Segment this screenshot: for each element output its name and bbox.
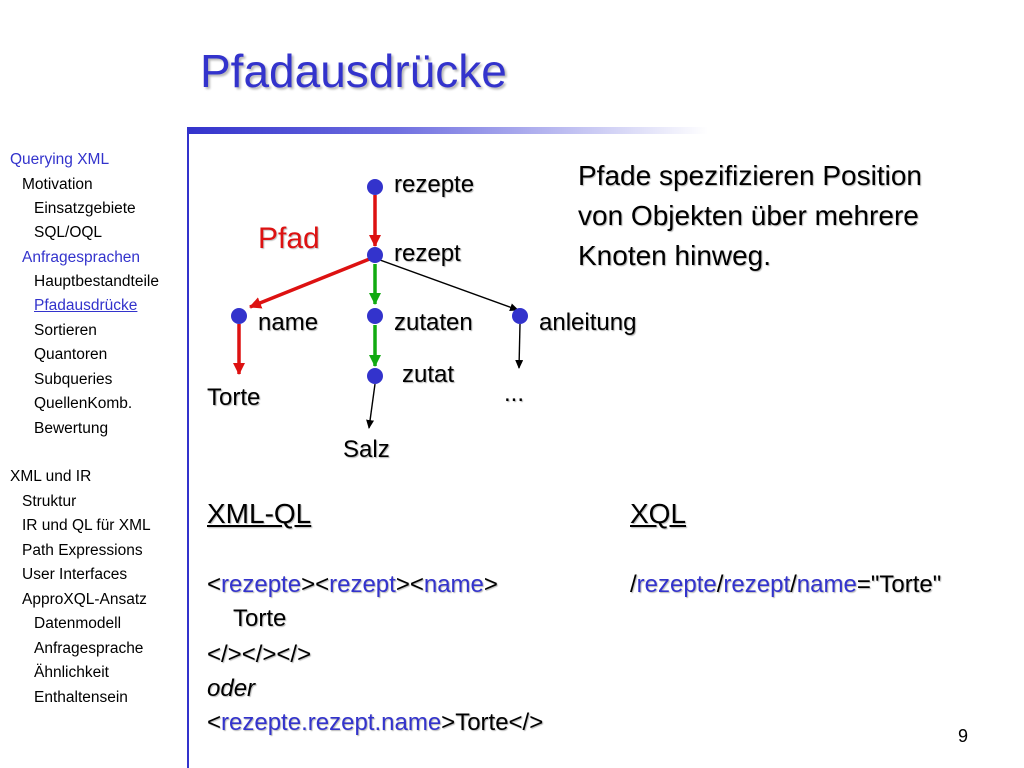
xmlql-token: > xyxy=(483,571,498,598)
node-name-label: name xyxy=(258,309,319,336)
node-zutaten-label: zutaten xyxy=(394,309,473,336)
description-line: Knoten hinweg. xyxy=(578,240,772,271)
xmlql-ident-rezept: rezept xyxy=(307,709,375,736)
xmlql-line-2: Torte xyxy=(233,605,287,632)
xmlql-token: . xyxy=(301,709,308,736)
xql-heading: XQL xyxy=(630,498,687,529)
sidebar-item[interactable]: Ähnlichkeit xyxy=(34,664,109,681)
xmlql-ident-rezepte: rezepte xyxy=(221,571,302,598)
xql-line-1 xyxy=(630,570,941,600)
page-title: Pfadausdrücke xyxy=(200,45,507,97)
xql-ident-rezepte: rezepte xyxy=(636,571,717,598)
leaf-salz-label: Salz xyxy=(343,436,390,463)
description-line: von Objekten über mehrere xyxy=(578,200,919,231)
sidebar-item[interactable]: Querying XML xyxy=(10,151,110,168)
node-name-dot xyxy=(231,308,247,324)
sidebar-item[interactable]: Struktur xyxy=(22,493,77,510)
node-zutat-dot xyxy=(367,368,383,384)
node-rezepte-dot xyxy=(367,179,383,195)
sidebar-item[interactable]: Hauptbestandteile xyxy=(34,273,159,290)
sidebar-item[interactable]: IR und QL für XML xyxy=(22,517,151,534)
pfad-label: Pfad xyxy=(258,222,320,255)
page-number: 9 xyxy=(958,726,969,746)
xql-token: ="Torte" xyxy=(856,571,942,598)
sidebar-item[interactable]: QuellenKomb. xyxy=(34,395,133,412)
node-rezept-label: rezept xyxy=(394,240,461,267)
node-zutat-label: zutat xyxy=(402,361,455,388)
leaf-ellipsis-label: ... xyxy=(504,380,525,407)
xmlql-token: >Torte</> xyxy=(441,709,544,736)
xmlql-line-1 xyxy=(207,570,498,600)
xmlql-token: . xyxy=(374,709,382,736)
xql-token: / xyxy=(716,571,724,598)
sidebar-item[interactable]: Datenmodell xyxy=(34,615,122,632)
sidebar-item[interactable]: SQL/OQL xyxy=(34,224,103,241)
xmlql-ident-name: name xyxy=(381,709,442,736)
xmlql-heading: XML-QL xyxy=(207,498,312,529)
sidebar-item[interactable]: Sortieren xyxy=(34,322,97,339)
xmlql-ident-rezepte: rezepte xyxy=(221,709,302,736)
xql-token: / xyxy=(630,571,637,598)
sidebar-item[interactable]: XML und IR xyxy=(10,468,92,485)
xmlql-line-4 xyxy=(207,674,255,704)
xmlql-line-3: </></></> xyxy=(207,641,312,668)
edge-zutat-salz xyxy=(369,384,375,428)
node-zutaten-dot xyxy=(367,308,383,324)
node-rezept-dot xyxy=(367,247,383,263)
sidebar-item[interactable]: Anfragesprache xyxy=(34,640,144,657)
xql-ident-name: name xyxy=(796,571,857,598)
sidebar-item[interactable]: Enthaltensein xyxy=(34,689,128,706)
sidebar-item[interactable]: Quantoren xyxy=(34,346,108,363)
xmlql-line-5 xyxy=(207,708,543,738)
xmlql-token: >< xyxy=(395,571,424,598)
node-anleitung-label: anleitung xyxy=(539,309,637,336)
xql-token: / xyxy=(790,571,797,598)
xmlql-ident-name: name xyxy=(423,571,484,598)
sidebar-item[interactable]: Bewertung xyxy=(34,420,109,437)
sidebar-item[interactable]: Pfadausdrücke xyxy=(34,297,138,314)
xmlql-token: < xyxy=(207,709,222,736)
leaf-torte-label: Torte xyxy=(207,384,261,411)
sidebar-item[interactable]: Einsatzgebiete xyxy=(34,200,136,217)
description-line: Pfade spezifizieren Position xyxy=(578,160,922,191)
edge-anleitung-more xyxy=(519,324,520,368)
sidebar-item[interactable]: Subqueries xyxy=(34,371,113,388)
node-anleitung-dot xyxy=(512,308,528,324)
sidebar-item[interactable]: ApproXQL-Ansatz xyxy=(22,591,147,608)
edge-rezept-name xyxy=(250,258,372,307)
sidebar-item[interactable]: Anfragesprachen xyxy=(22,249,141,266)
sidebar-item[interactable]: Path Expressions xyxy=(22,542,143,559)
sidebar-item[interactable]: Motivation xyxy=(22,176,93,193)
sidebar-item[interactable]: User Interfaces xyxy=(22,566,128,583)
node-rezepte-label: rezepte xyxy=(394,171,475,198)
xmlql-ident-rezept: rezept xyxy=(329,571,396,598)
xmlql-token: < xyxy=(207,571,222,598)
xmlql-oder: oder xyxy=(207,675,256,702)
description-text xyxy=(578,156,922,276)
xmlql-token: >< xyxy=(301,571,330,598)
xql-ident-rezept: rezept xyxy=(723,571,791,598)
